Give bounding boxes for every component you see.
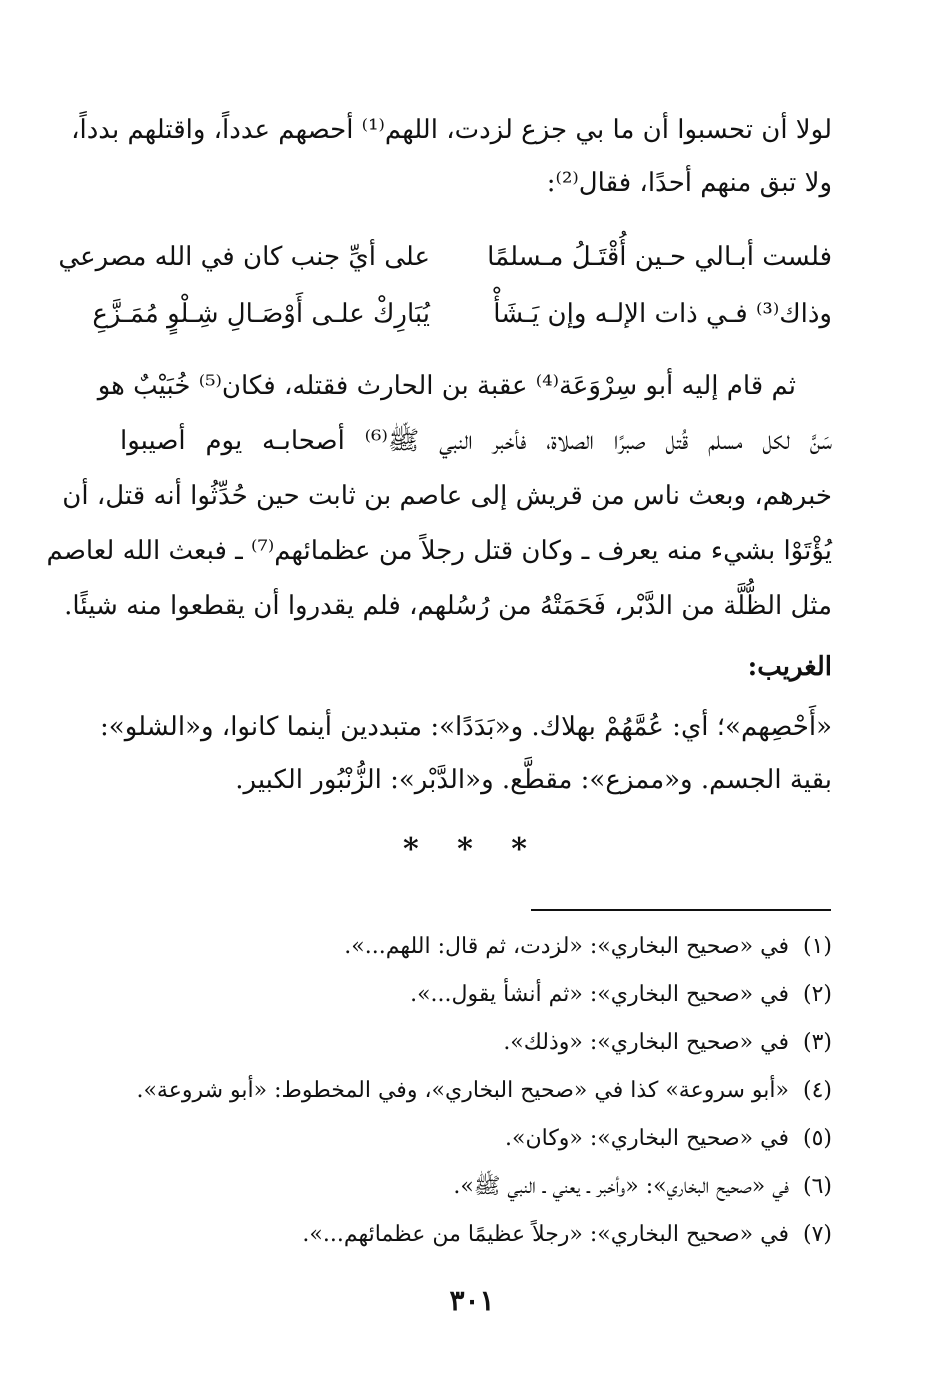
footnote-number: (٢) xyxy=(802,982,832,1007)
verse-1-left: على أيِّ جنب كان في الله مصرعي xyxy=(58,242,430,272)
footnote-5 xyxy=(120,1122,832,1156)
footnote-number: (٥) xyxy=(802,1126,832,1151)
narrative-line-3: خبرهم، وبعث ناس من قريش إلى عاصم بن ثابت حين حُدِّثُوا أنه قتل، أن xyxy=(62,481,832,511)
footnote-1 xyxy=(120,930,832,964)
footnote-6 xyxy=(120,1170,832,1204)
body-line-1: لولا أن تحسبوا أن ما بي جزع لزدت، اللهم⁽¹⁾ أحصهم عدداً، واقتلهم بدداً، xyxy=(71,115,832,145)
narrative-line-4: يُؤْتَوْا بشيء منه يعرف ـ وكان قتل رجلاً من عظمائهم⁽⁷⁾ ـ فبعث الله لعاصم xyxy=(46,536,832,566)
gharib-line-2: بقية الجسم. و«ممزع»: مقطَّع. و«الدَّبْر»: الزُّنْبُور الكبير. xyxy=(235,765,832,795)
footnote-2 xyxy=(120,978,832,1012)
footnote-number: (٧) xyxy=(802,1222,832,1247)
section-separator: * * * xyxy=(403,832,541,867)
footnote-text: في «صحيح البخاري»: «وأخبر ـ يعني ـ النبي ﷺ». xyxy=(453,1174,789,1199)
footnote-number: (٣) xyxy=(802,1030,832,1055)
narrative-line-5: مثل الظُّلَّة من الدَّبْر، فَحَمَتْهُ من رُسُلهم، فلم يقدروا أن يقطعوا منه شيئًا. xyxy=(64,591,832,621)
footnote-text: في «صحيح البخاري»: «لزدت، ثم قال: اللهم...». xyxy=(344,934,789,959)
footnote-number: (٦) xyxy=(802,1174,832,1199)
footnote-rule xyxy=(531,909,831,911)
footnote-text: في «صحيح البخاري»: «وكان». xyxy=(505,1126,789,1151)
footnote-text: في «صحيح البخاري»: «وذلك». xyxy=(503,1030,789,1055)
page-number: ٣٠١ xyxy=(449,1284,495,1317)
verse-2-left: يُبَارِكْ علـى أَوْصَـالِ شِـلْوٍ مُمَـزَّعِ xyxy=(92,299,430,329)
footnote-3 xyxy=(120,1026,832,1060)
gharib-heading: الغريب: xyxy=(747,652,832,682)
footnote-number: (١) xyxy=(802,934,832,959)
gharib-line-1: «أَحْصِهم»؛ أي: عُمَّهُمْ بهلاك. و«بَدَدًا»: متبددين أينما كانوا، و«الشلو»: xyxy=(100,712,832,742)
footnote-number: (٤) xyxy=(802,1078,832,1103)
narrative-line-2: سَنَّ لكل مسلم قُتل صبرًا الصلاة، فأخبر النبي ﷺ⁽⁶⁾ أصحابـه يوم أصيبوا xyxy=(120,426,832,456)
narrative-line-1: ثم قام إليه أبو سِرْوَعَة⁽⁴⁾ عقبة بن الحارث فقتله، فكان⁽⁵⁾ خُبَيْبٌ هو xyxy=(97,371,796,401)
footnote-text: في «صحيح البخاري»: «ثم أنشأ يقول...». xyxy=(410,982,789,1007)
footnote-7 xyxy=(120,1218,832,1252)
verse-2-right: وذاك⁽³⁾ فـي ذات الإلـه وإن يَـشَأْ xyxy=(493,299,832,329)
body-line-2: ولا تبق منهم أحدًا، فقال⁽²⁾: xyxy=(546,168,832,198)
footnote-4 xyxy=(120,1074,832,1108)
verse-1-right: فلست أبـالي حـين أُقْتَـلُ مـسلمًا xyxy=(487,242,832,272)
footnote-text: في «صحيح البخاري»: «رجلاً عظيمًا من عظمائهم...». xyxy=(302,1222,789,1247)
footnote-text: «أبو سروعة» كذا في «صحيح البخاري»، وفي المخطوط: «أبو شروعة». xyxy=(136,1078,789,1103)
